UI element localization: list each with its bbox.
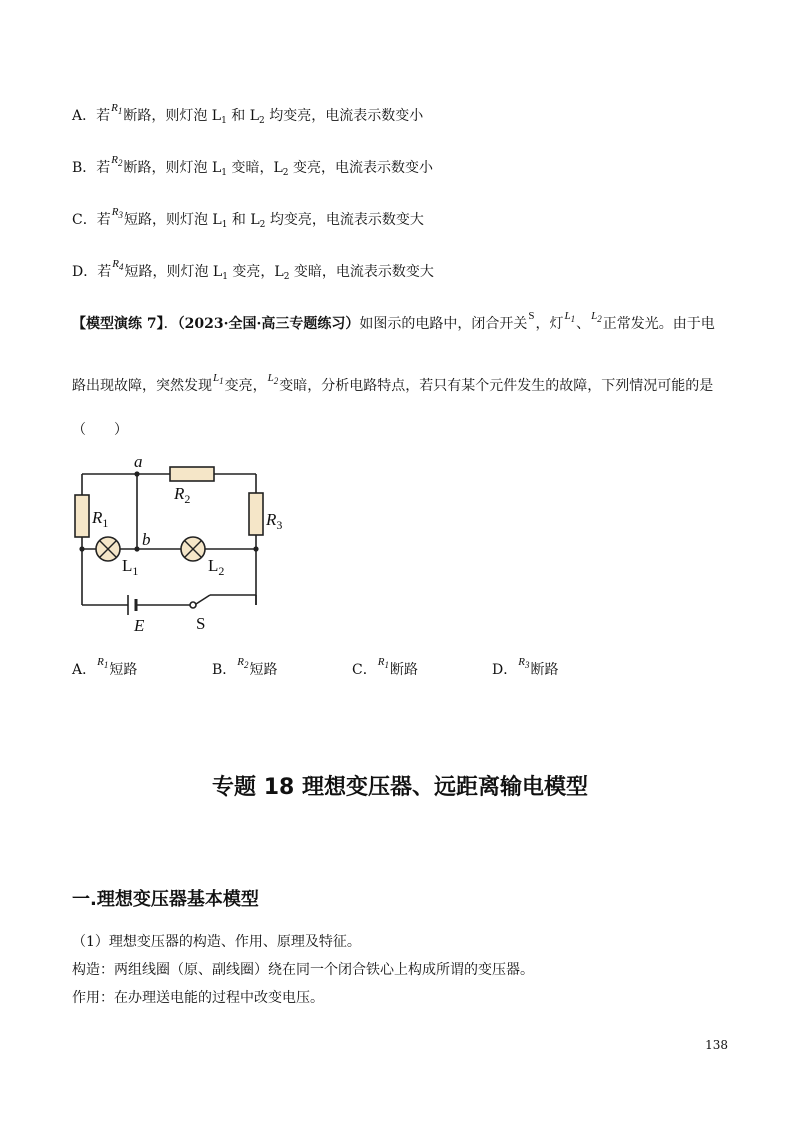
junction-b [134,546,139,551]
paragraph-2: 构造：两组线圈（原、副线圈）绕在同一个闭合铁心上构成所谓的变压器。 [72,962,534,978]
resistor-r3 [249,493,263,535]
lamp-l2 [181,537,205,561]
svg-text:E: E [134,616,145,635]
svg-text:L1: $L_1$ [122,556,139,578]
prev-option-d: D．若$^{R_4}$短路，则灯泡 $L_1$ 变亮，$L_2$ 变暗，电流表示数变大 [72,258,434,282]
page-number: 138 [705,1038,728,1052]
question-source: （2023·全国·高三专题练习） [177,316,360,332]
chapter-title: 专题 18 理想变压器、远距离输电模型 [212,775,588,800]
answer-blank: （ ） [72,422,128,438]
lamp-l1 [96,537,120,561]
prev-option-a: A．若$^{R_1}$断路，则灯泡 $L_1$ 和 $L_2$ 均变亮，电流表示数变小 [72,102,424,126]
prev-option-c: C．若$^{R_3}$短路，则灯泡 $L_1$ 和 $L_2$ 均变亮，电流表示数变大 [72,206,424,230]
question-line-2: 路出现故障，突然发现$^{L_1}$变亮，$^{L_2}$变暗，分析电路特点，若只有某个元件发生的故障，下列情况可能的是 [72,372,714,394]
label-b: b [142,530,151,549]
junction-a [134,471,139,476]
section-heading: 一.理想变压器基本模型 [72,889,259,910]
switch-s [190,595,210,608]
paragraph-1: （1）理想变压器的构造、作用、原理及特征。 [72,934,361,950]
prev-option-b: B．若$^{R_2}$断路，则灯泡 $L_1$ 变暗，$L_2$ 变亮，电流表示数变小 [72,154,433,178]
paragraph-3: 作用：在办理送电能的过程中改变电压。 [72,990,324,1006]
question-tag: 【模型演练 7】 [72,316,164,332]
question-line-1: 【模型演练 7】．（2023·全国·高三专题练习）如图示的电路中，闭合开关$^S$，灯$^{L_1}$、$^{L_2}$正常发光。由于电 [72,310,715,332]
svg-text:S: S [196,614,206,633]
resistor-r1 [75,495,89,537]
resistor-r2 [170,467,214,481]
circuit-diagram [60,445,300,640]
answer-option-a[interactable]: A．$^{R_1}$短路 [72,656,138,678]
svg-text:L2: $L_2$ [208,556,225,578]
label-a: a [134,452,143,471]
svg-text:R1: $R_1$ [92,508,109,530]
answer-option-c[interactable]: C．$^{R_1}$断路 [352,656,418,678]
svg-text:R2: $R_2$ [174,484,191,506]
svg-text:R3: $R_3$ [266,510,283,532]
answer-option-b[interactable]: B．$^{R_2}$短路 [212,656,278,678]
battery-e [128,595,136,615]
answer-option-d[interactable]: D．$^{R_3}$断路 [492,656,559,678]
